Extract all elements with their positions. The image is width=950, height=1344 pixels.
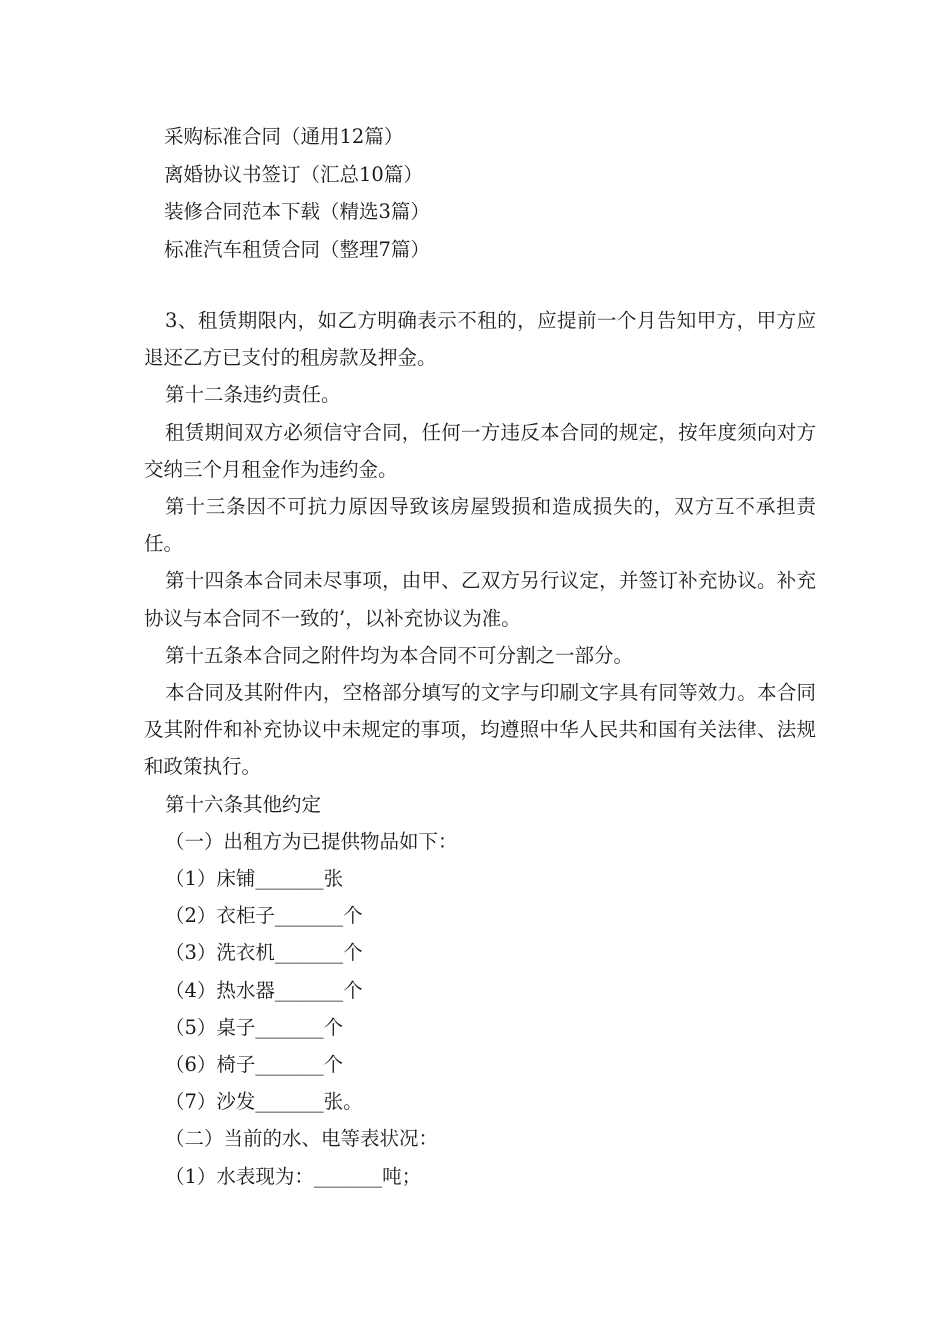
heading-article-12: 第十二条违约责任。 [165, 383, 341, 407]
list-item-sofa: （7）沙发_______张。 [165, 1090, 363, 1114]
list-item-chair: （6）椅子_______个 [165, 1053, 344, 1077]
list-item-table: （5）桌子_______个 [165, 1015, 344, 1039]
related-link-car-rental-contract[interactable]: 标准汽车租赁合同（整理7篇） [164, 237, 430, 261]
related-link-procurement-contract[interactable]: 采购标准合同（通用12篇） [164, 125, 404, 148]
paragraph-article-14: 第十四条本合同未尽事项，由甲、乙双方另行议定，并签订补充协议。补充协议与本合同不一致的’，以补充协议为准。 [144, 569, 816, 630]
related-link-renovation-contract[interactable]: 装修合同范本下载（精选3篇） [164, 200, 430, 223]
paragraph-termination-notice: 3、租赁期限内，如乙方明确表示不租的，应提前一个月告知甲方，甲方应退还乙方已支付的租房款及押金。 [144, 309, 816, 370]
heading-article-16: 第十六条其他约定 [165, 792, 322, 816]
contract-body [144, 302, 816, 1195]
list-item-washing-machine: （3）洗衣机_______个 [165, 941, 363, 965]
paragraph-meter-status: （二）当前的水、电等表状况： [165, 1127, 439, 1151]
list-item-bed: （1）床铺_______张 [165, 867, 344, 891]
paragraph-equal-validity: 本合同及其附件内，空格部分填写的文字与印刷文字具有同等效力。本合同及其附件和补充协议中未规定的事项，均遵照中华人民共和国有关法律、法规和政策执行。 [144, 681, 816, 779]
paragraph-article-15: 第十五条本合同之附件均为本合同不可分割之一部分。 [165, 643, 634, 667]
list-item-water-meter: （1）水表现为：_______吨； [165, 1164, 422, 1188]
list-item-wardrobe: （2）衣柜子_______个 [165, 904, 363, 928]
list-item-water-heater: （4）热水器_______个 [165, 978, 363, 1002]
paragraph-provided-items: （一）出租方为已提供物品如下： [165, 829, 458, 853]
paragraph-breach-liability: 租赁期间双方必须信守合同，任何一方违反本合同的规定，按年度须向对方交纳三个月租金作为违约金。 [144, 420, 816, 481]
paragraph-article-13: 第十三条因不可抗力原因导致该房屋毁损和造成损失的，双方互不承担责任。 [144, 495, 816, 556]
related-link-divorce-agreement[interactable]: 离婚协议书签订（汇总10篇） [164, 162, 423, 186]
related-links-list [164, 118, 844, 268]
